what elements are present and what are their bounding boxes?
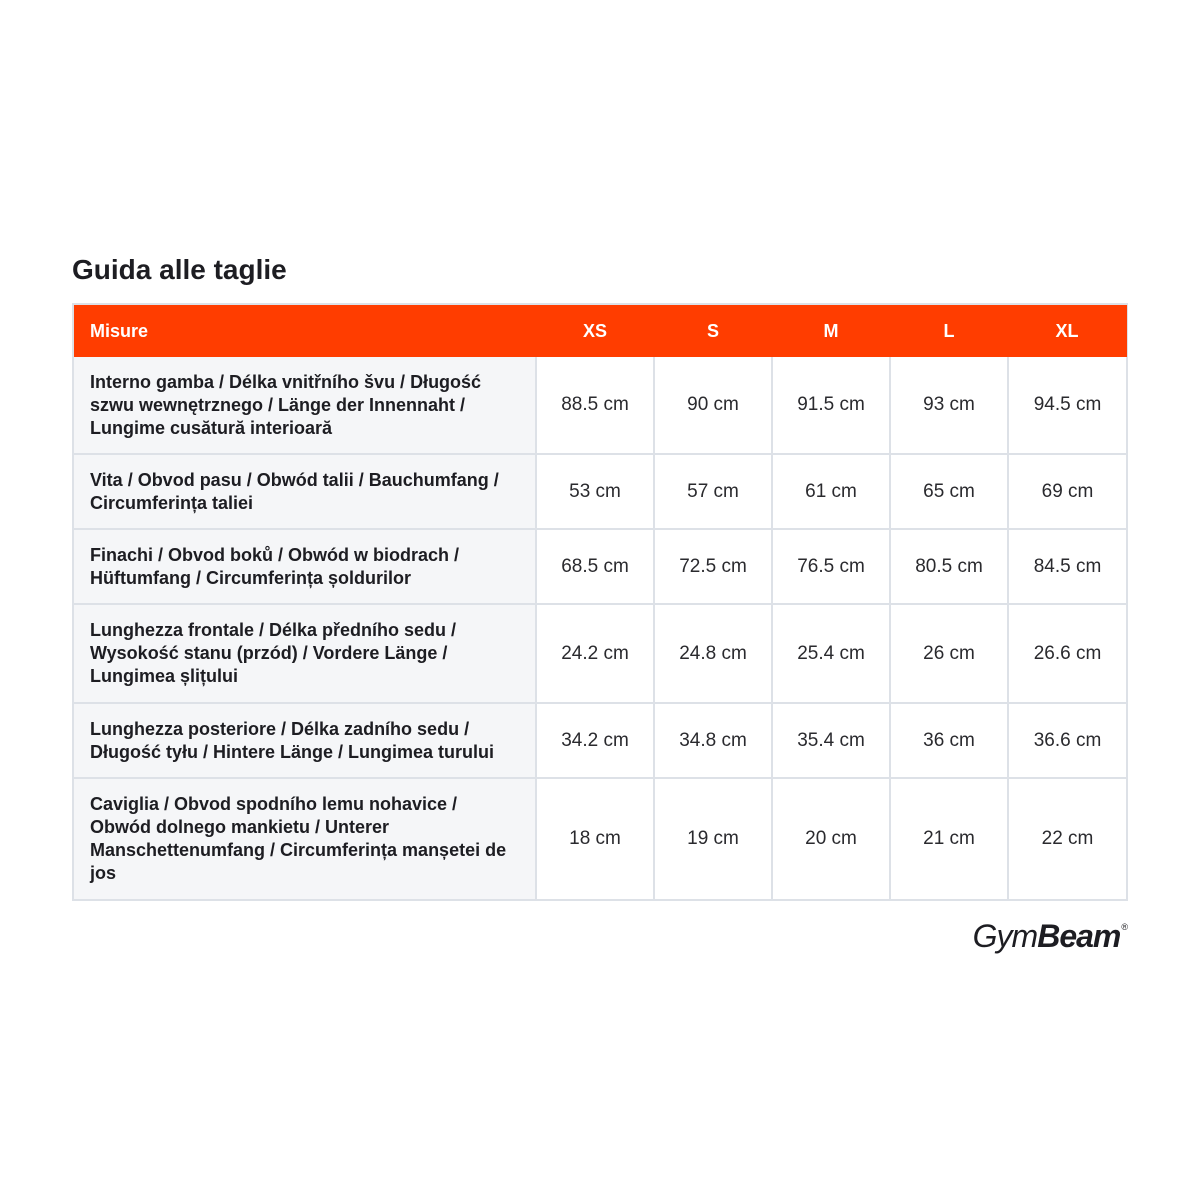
table-cell: 36 cm <box>890 703 1008 778</box>
table-row <box>74 357 1126 454</box>
size-chart-table <box>72 303 1128 901</box>
table-cell: 61 cm <box>772 454 890 529</box>
table-cell: 36.6 cm <box>1008 703 1126 778</box>
table-cell: 18 cm <box>536 778 654 899</box>
table-cell: 22 cm <box>1008 778 1126 899</box>
row-label-back-rise: Lunghezza posteriore / Délka zadního sedu / Długość tyłu / Hintere Länge / Lungimea turului <box>74 703 536 778</box>
column-header-measures: Misure <box>74 305 536 357</box>
table-cell: 80.5 cm <box>890 529 1008 604</box>
table-cell: 21 cm <box>890 778 1008 899</box>
table-cell: 24.8 cm <box>654 604 772 703</box>
table-cell: 65 cm <box>890 454 1008 529</box>
page-title: Guida alle taglie <box>72 254 287 285</box>
table-cell: 57 cm <box>654 454 772 529</box>
table-cell: 93 cm <box>890 357 1008 454</box>
row-label-front-rise: Lunghezza frontale / Délka předního sedu / Wysokość stanu (przód) / Vordere Länge / Lungimea șlițului <box>74 604 536 703</box>
row-label-waist: Vita / Obvod pasu / Obwód talii / Bauchumfang / Circumferința taliei <box>74 454 536 529</box>
table-cell: 34.2 cm <box>536 703 654 778</box>
table-cell: 84.5 cm <box>1008 529 1126 604</box>
table-header-row <box>74 305 1126 357</box>
column-header-xl: XL <box>1008 305 1126 357</box>
table-row <box>74 604 1126 703</box>
table-cell: 26.6 cm <box>1008 604 1126 703</box>
table-cell: 35.4 cm <box>772 703 890 778</box>
table-cell: 88.5 cm <box>536 357 654 454</box>
table-row <box>74 454 1126 529</box>
table-cell: 19 cm <box>654 778 772 899</box>
table-cell: 76.5 cm <box>772 529 890 604</box>
table-row <box>74 778 1126 899</box>
table-cell: 34.8 cm <box>654 703 772 778</box>
table-cell: 26 cm <box>890 604 1008 703</box>
table-cell: 53 cm <box>536 454 654 529</box>
table-cell: 91.5 cm <box>772 357 890 454</box>
table-cell: 69 cm <box>1008 454 1126 529</box>
table-cell: 24.2 cm <box>536 604 654 703</box>
gymbeam-logo <box>973 918 1128 955</box>
row-label-inseam: Interno gamba / Délka vnitřního švu / Długość szwu wewnętrznego / Länge der Innennaht / Lungime cusătură interioară <box>74 357 536 454</box>
logo-text-beam: Beam <box>1037 918 1121 954</box>
column-header-s: S <box>654 305 772 357</box>
table-cell: 68.5 cm <box>536 529 654 604</box>
table-cell: 20 cm <box>772 778 890 899</box>
column-header-xs: XS <box>536 305 654 357</box>
table-cell: 72.5 cm <box>654 529 772 604</box>
table-row <box>74 703 1126 778</box>
table-row <box>74 529 1126 604</box>
registered-mark: ® <box>1121 922 1128 932</box>
column-header-m: M <box>772 305 890 357</box>
table-cell: 25.4 cm <box>772 604 890 703</box>
table-cell: 94.5 cm <box>1008 357 1126 454</box>
table-cell: 90 cm <box>654 357 772 454</box>
logo-text-gym: Gym <box>972 918 1038 954</box>
row-label-ankle: Caviglia / Obvod spodního lemu nohavice / Obwód dolnego mankietu / Unterer Manschettenumfang / Circumferința manșetei de jos <box>74 778 536 899</box>
column-header-l: L <box>890 305 1008 357</box>
row-label-hips: Finachi / Obvod boků / Obwód w biodrach / Hüftumfang / Circumferința șoldurilor <box>74 529 536 604</box>
